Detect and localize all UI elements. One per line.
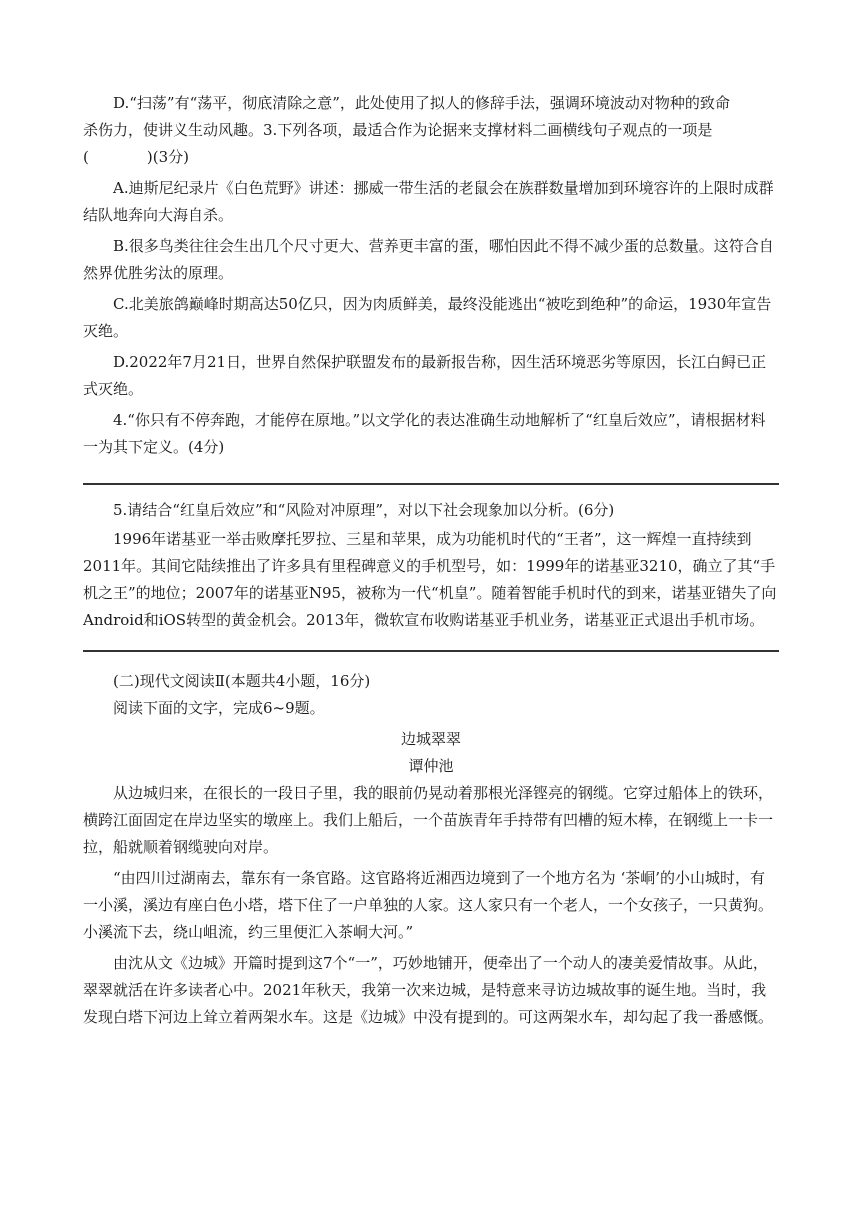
q3-answer-blank: ( )(3分)	[83, 148, 189, 166]
q3-option-d: D.2022年7月21日，世界自然保护联盟发布的最新报告称，因生活环境恶劣等原因，长江白鲟已正式灭绝。	[83, 353, 767, 398]
section-heading: (二)现代文阅读Ⅱ(本题共4小题，16分)	[113, 672, 371, 690]
q3-option-b: B.很多鸟类往往会生出几个尺寸更大、营养更丰富的蛋，哪怕因此不得不减少蛋的总数量。这符合自然界优胜劣汰的原理。	[83, 237, 774, 282]
article-title: 边城翠翠	[400, 730, 461, 748]
answer-line	[83, 650, 779, 652]
document-page	[83, 90, 779, 1031]
article-author: 谭仲池	[408, 757, 454, 775]
article-paragraph: 由沈从文《边城》开篇时提到这7个“一”，巧妙地铺开，便牵出了一个动人的凄美爱情故事。从此，翠翠就活在许多读者心中。2021年秋天，我第一次来边城，是特意来寻访边城故事的诞生地。当时，我发现白塔下河边上耸立着两架水车。这是《边城》中没有提到的。可这两架水车，却勾起了我一番感慨。	[83, 954, 774, 1026]
question-5: 5.请结合“红皇后效应”和“风险对冲原理”，对以下社会现象加以分析。(6分)	[113, 501, 615, 519]
q3-option-c: C.北美旅鸽巅峰时期高达50亿只，因为肉质鲜美，最终没能逃出“被吃到绝种”的命运，1930年宣告灭绝。	[83, 295, 772, 340]
q3-option-d-line2: 杀伤力，使讲义生动风趣。3.下列各项，最适合作为论据来支撑材料二画横线句子观点的一项是	[83, 121, 713, 139]
question-4: 4.“你只有不停奔跑，才能停在原地。”以文学化的表达准确生动地解析了“红皇后效应”，请根据材料一为其下定义。(4分)	[83, 411, 766, 456]
section-instruction: 阅读下面的文字，完成6~9题。	[113, 699, 325, 717]
article-paragraph: “由四川过湖南去，靠东有一条官路。这官路将近湘西边境到了一个地方名为 ‘茶峒’的小山城时，有一小溪，溪边有座白色小塔，塔下住了一户单独的人家。这人家只有一个老人，一个女孩子，一只黄狗。小溪流下去，绕山岨流，约三里便汇入茶峒大河。”	[83, 869, 774, 941]
q3-option-d-line1: D.“扫荡”有“荡平，彻底清除之意”，此处使用了拟人的修辞手法，强调环境波动对物种的致命	[113, 94, 730, 112]
answer-line	[83, 483, 779, 485]
q3-option-a: A.迪斯尼纪录片《白色荒野》讲述：挪威一带生活的老鼠会在族群数量增加到环境容许的上限时成群结队地奔向大海自杀。	[83, 179, 774, 224]
article-paragraph: 从边城归来，在很长的一段日子里，我的眼前仍晃动着那根光泽铿亮的钢缆。它穿过船体上的铁环，横跨江面固定在岸边坚实的墩座上。我们上船后，一个苗族青年手持带有凹槽的短木棒，在钢缆上一卡一拉，船就顺着钢缆驶向对岸。	[83, 784, 774, 856]
question-5-material: 1996年诺基亚一举击败摩托罗拉、三星和苹果，成为功能机时代的“王者”，这一辉煌一直持续到2011年。其间它陆续推出了许多具有里程碑意义的手机型号，如：1999年的诺基亚3210，确立了其“手机之王”的地位；2007年的诺基亚N95，被称为一代“机皇”。随着智能手机时代的到来，诺基亚错失了向Android和iOS转型的黄金机会。2013年，微软宣布收购诺基亚手机业务，诺基亚正式退出手机市场。	[83, 530, 777, 629]
